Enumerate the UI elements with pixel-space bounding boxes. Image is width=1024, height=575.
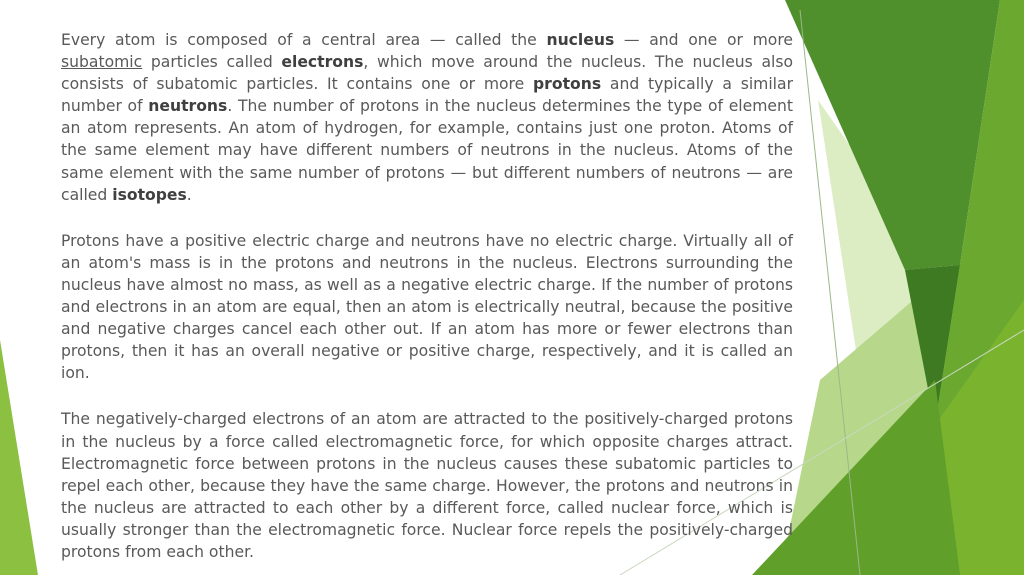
text-run: . (186, 185, 192, 204)
text-run: The negatively-charged electrons of an atom are attracted to the positively-charged protons in the nucleus by a force called electromagnetic force, for which opposite charges attract. Electromagnetic force between protons in the nucleus causes these subatomic particles to repel each other, because they have the same charge. However, the protons and neutrons in the nucleus are attracted to each other by a different force, called nuclear force, which is usually stronger than the electromagnetic force. Nuclear force repels the positively-charged protons from each other. (61, 410, 793, 561)
text-run: , which move around the nucleus. The nucleus also consists of subatomic particles. It contains one or more (61, 53, 794, 94)
paragraph-1 (61, 29, 793, 206)
text-run: — and one or more (614, 31, 793, 49)
text-run: particles called (142, 53, 282, 72)
text-run: Every atom is composed of a central area — called the (61, 31, 547, 49)
bold-term: isotopes (112, 185, 187, 204)
text-run: and typically a similar number of (61, 75, 793, 116)
paragraph-3 (61, 408, 793, 563)
text-run: Protons have a positive electric charge and neutrons have no electric charge. Virtually all of an atom's mass is in the protons and neutrons in the nucleus. Electrons surrounding the nucleus have almost no mass, as well as a negative electric charge. If the number of protons and electrons in an atom are equal, then an atom is electrically neutral, because the positive and negative charges cancel each other out. If an atom has more or fewer electrons than protons, then it has an overall negative or positive charge, respectively, and it is called an ion. (61, 231, 793, 383)
bold-term: electrons (281, 53, 364, 72)
bold-term: protons (533, 75, 602, 94)
underline-term: subatomic (61, 53, 143, 72)
text-run: . The number of protons in the nucleus determines the type of element an atom represents. An atom of hydrogen, for example, contains just one proton. Atoms of the same element may have different numbers of neutrons in the nucleus. Atoms of the same element with the same number of protons — but different numbers of neutrons — are called (61, 97, 793, 204)
body-text (61, 29, 793, 575)
bold-term: neutrons (148, 97, 228, 116)
bold-term: nucleus (546, 31, 615, 49)
paragraph-2 (61, 230, 793, 385)
left-green-sliver (0, 340, 38, 575)
